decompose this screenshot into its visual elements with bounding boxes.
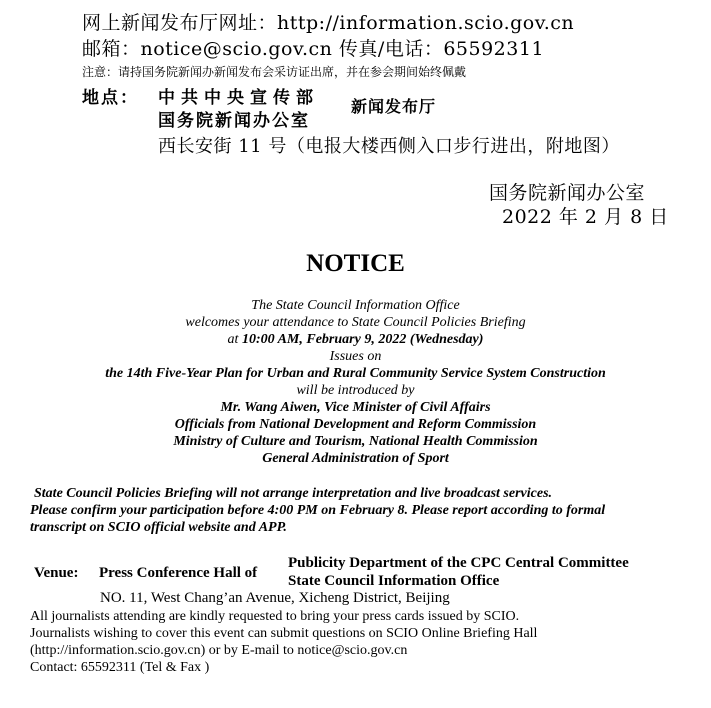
venue-hall: Press Conference Hall of <box>99 565 258 581</box>
footer-line-3: (http://information.scio.gov.cn) or by E-mail to notice@scio.gov.cn <box>30 643 408 658</box>
venue-org-1: Publicity Department of the CPC Central Committee <box>288 555 629 571</box>
cn-venue-org-2: 国务院新闻办公室 <box>158 111 310 131</box>
notice-line-4: Issues on <box>329 349 382 364</box>
notice-time-prefix: at <box>227 332 242 347</box>
notice-line-3 <box>0 331 711 348</box>
venue-address: NO. 11, West Chang’an Avenue, Xicheng District, Beijing <box>100 590 450 606</box>
notice-line-1: The State Council Information Office <box>251 298 460 313</box>
footer-contact: Contact: 65592311 (Tel & Fax ) <box>30 660 210 675</box>
cn-venue-org-1: 中共中央宣传部 <box>158 88 319 108</box>
notice-title: NOTICE <box>306 250 405 277</box>
venue-org-2: State Council Information Office <box>288 573 500 589</box>
cn-date: 2022 年 2 月 8 日 <box>502 206 669 228</box>
cn-contact-line: 邮箱：notice@scio.gov.cn 传真/电话：65592311 <box>82 38 545 60</box>
cn-venue-address: 西长安街 11 号（电报大楼西侧入口步行进出，附地图） <box>158 136 620 157</box>
notice-line-6: will be introduced by <box>296 383 415 398</box>
cn-note-line: 注意：请持国务院新闻办新闻发布会采访证出席，并在参会期间始终佩戴 <box>82 65 467 79</box>
remark-3: transcript on SCIO official website and APP. <box>30 520 287 535</box>
remark-1: State Council Policies Briefing will not arrange interpretation and live broadcast services. <box>34 486 553 501</box>
speaker-4: General Administration of Sport <box>262 451 449 466</box>
speaker-1: Mr. Wang Aiwen, Vice Minister of Civil Affairs <box>220 400 491 415</box>
footer-line-2: Journalists wishing to cover this event can submit questions on SCIO Online Briefing Hall <box>30 626 538 641</box>
cn-website-line: 网上新闻发布厅网址：http://information.scio.gov.cn <box>82 12 575 34</box>
speaker-3: Ministry of Culture and Tourism, National Health Commission <box>173 434 538 449</box>
cn-venue-hall: 新闻发布厅 <box>351 97 437 116</box>
remark-2: Please confirm your participation before 4:00 PM on February 8. Please report according to formal <box>30 503 606 518</box>
footer-line-1: All journalists attending are kindly requested to bring your press cards issued by SCIO. <box>30 609 520 624</box>
speaker-2: Officials from National Development and Reform Commission <box>174 417 537 432</box>
cn-issuer: 国务院新闻办公室 <box>489 182 646 204</box>
notice-time: 10:00 AM, February 9, 2022 (Wednesday) <box>241 332 484 347</box>
venue-label: Venue: <box>34 565 79 581</box>
notice-topic: the 14th Five-Year Plan for Urban and Rural Community Service System Construction <box>105 366 606 381</box>
cn-venue-label: 地点： <box>82 88 139 108</box>
notice-line-2: welcomes your attendance to State Council Policies Briefing <box>185 315 526 330</box>
